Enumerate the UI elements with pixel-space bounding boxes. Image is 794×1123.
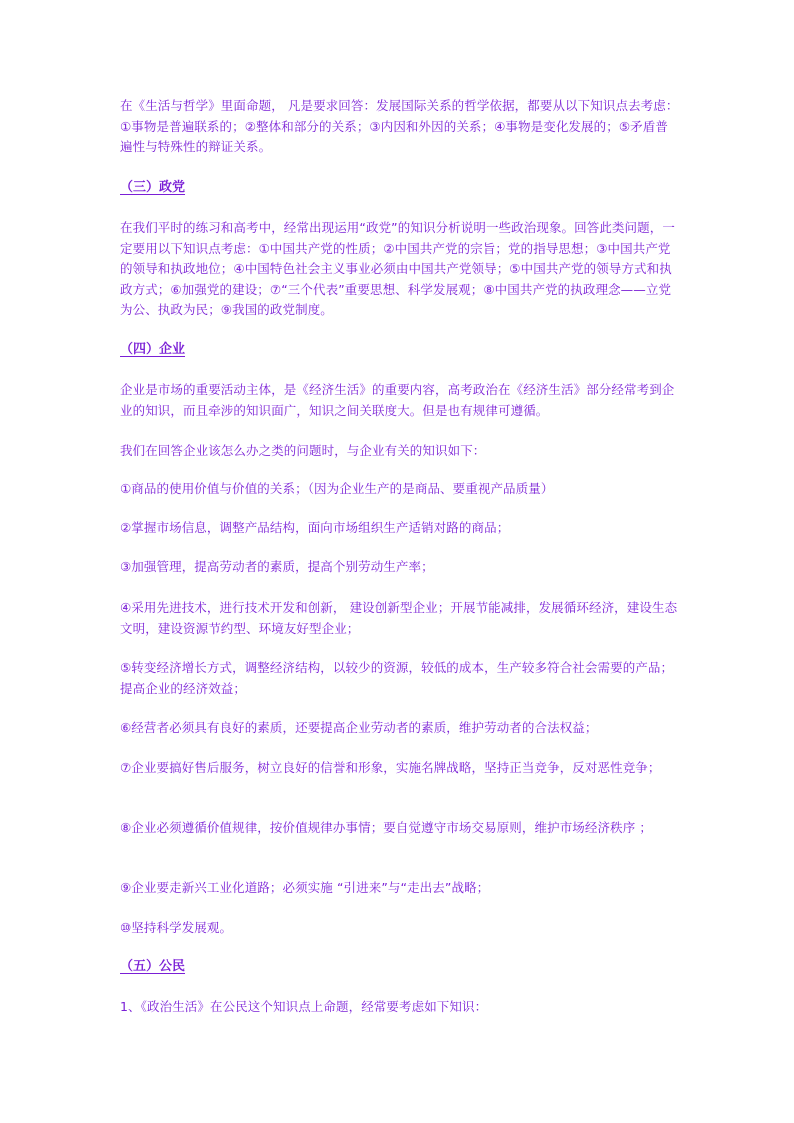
heading-enterprise: （四）企业 xyxy=(120,342,186,357)
party-paragraph: 在我们平时的练习和高考中，经常出现运用“政党”的知识分析说明一些政治现象。回答此类问题，一定要用以下知识点考虑：①中国共产党的性质；②中国共产党的宗旨；党的指导思想；③中国共产党的领导和执政地位；④中国特色社会主义事业必须由中国共产党领导；⑤中国共产党的领导方式和执政方式；⑥加强党的建设；⑦“三个代表”重要思想、科学发展观；⑧中国共产党的执政理念——立党为公、执政为民；⑨我国的政党制度。 xyxy=(120,220,675,317)
heading-citizen: （五）公民 xyxy=(120,959,186,974)
enterprise-paragraph: 企业是市场的重要活动主体，是《经济生活》的重要内容，高考政治在《经济生活》部分经常考到企业的知识，而且牵涉的知识面广，知识之间关联度大。但是也有规律可遵循。 xyxy=(120,382,675,418)
enterprise-item-5: ⑤转变经济增长方式，调整经济结构，以较少的资源，较低的成本，生产较多符合社会需要的产品；提高企业的经济效益； xyxy=(120,660,674,696)
enterprise-item-3: ③加强管理，提高劳动者的素质，提高个别劳动生产率； xyxy=(120,559,434,574)
enterprise-item-6: ⑥经营者必须具有良好的素质，还要提高企业劳动者的素质，维护劳动者的合法权益； xyxy=(120,720,598,735)
enterprise-item-9: ⑨企业要走新兴工业化道路；必须实施 “引进来”与“走出去”战略； xyxy=(120,880,490,895)
enterprise-item-7: ⑦企业要搞好售后服务，树立良好的信誉和形象，实施名牌战略，坚持正当竞争，反对恶性竞争； xyxy=(120,760,661,775)
citizen-paragraph: 1、《政治生活》在公民这个知识点上命题，经常要考虑如下知识： xyxy=(120,999,488,1014)
enterprise-intro-line: 我们在回答企业该怎么办之类的问题时，与企业有关的知识如下： xyxy=(120,443,486,458)
intro-paragraph: 在《生活与哲学》里面命题， 凡是要求回答：发展国际关系的哲学依据，都要从以下知识点去考虑：①事物是普遍联系的；②整体和部分的关系；③内因和外因的关系；④事物是变化发展的；⑤矛盾普遍性与特殊性的辩证关系。 xyxy=(120,98,679,154)
enterprise-item-1: ①商品的使用价值与价值的关系；（因为企业生产的是商品、要重视产品质量） xyxy=(120,481,554,496)
heading-political-party: （三）政党 xyxy=(120,180,186,195)
enterprise-item-4: ④采用先进技术，进行技术开发和创新， 建设创新型企业；开展节能减排，发展循环经济，建设生态文明，建设资源节约型、环境友好型企业； xyxy=(120,600,678,636)
enterprise-item-10: ⑩坚持科学发展观。 xyxy=(120,920,233,935)
enterprise-item-8: ⑧企业必须遵循价值规律，按价值规律办事情；要自觉遵守市场交易原则，维护市场经济秩序 ； xyxy=(120,820,652,835)
enterprise-item-2: ②掌握市场信息，调整产品结构，面向市场组织生产适销对路的商品； xyxy=(120,520,510,535)
